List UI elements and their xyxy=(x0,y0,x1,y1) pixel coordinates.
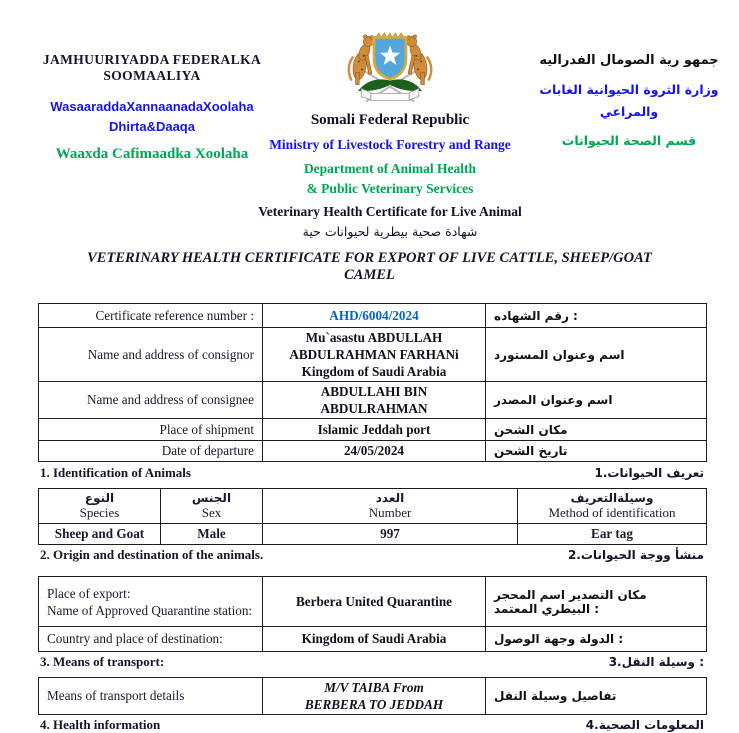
animals-header-row xyxy=(39,489,707,524)
republic-title: Somali Federal Republic xyxy=(310,112,470,128)
departure-label-ar: تاريخ الشحن xyxy=(486,441,707,462)
sex-value: Male xyxy=(161,524,263,545)
shipment-label-ar: مكان الشحن xyxy=(486,419,707,441)
document-title xyxy=(0,250,739,284)
destination-label: Country and place of destination: xyxy=(39,627,263,652)
shipment-label: Place of shipment xyxy=(39,419,263,441)
reference-label: Certificate reference number : xyxy=(39,304,263,328)
transport-value: M/V TAIBA From BERBERA TO JEDDAH xyxy=(263,678,486,715)
export-value: Berbera United Quarantine xyxy=(263,577,486,627)
consignee-label: Name and address of consignee xyxy=(39,382,263,419)
consignee-label-ar: اسم وعنوان المصدر xyxy=(486,382,707,419)
consignor-label-ar: اسم وعنوان المستورد xyxy=(486,328,707,382)
section-1-heading xyxy=(40,465,704,481)
reference-value: AHD/6004/2024 xyxy=(263,304,486,328)
origin-destination-table xyxy=(38,576,707,652)
shipment-value: Islamic Jeddah port xyxy=(263,419,486,441)
number-value: 997 xyxy=(263,524,518,545)
animals-data-row xyxy=(39,524,707,545)
somalia-coat-of-arms-icon xyxy=(342,30,438,108)
table-row-departure xyxy=(39,441,707,462)
species-header: النوع Species xyxy=(39,489,161,524)
country-name-line1: JAMHUURIYADDA FEDERALKA xyxy=(42,52,262,67)
header-center-block xyxy=(240,30,540,239)
method-value: Ear tag xyxy=(518,524,707,545)
departure-label: Date of departure xyxy=(39,441,263,462)
consignor-value: Mu`asastu ABDULLAH ABDULRAHMAN FARHANi Kingdom of Saudi Arabia xyxy=(263,328,486,382)
header-left-block xyxy=(30,52,274,163)
certificate-subtitle-ar: شهادة صحية بيطرية لحيوانات حية xyxy=(302,224,478,239)
section-1-title-en: 1. Identification of Animals xyxy=(40,465,191,480)
species-value: Sheep and Goat xyxy=(39,524,161,545)
document-title-line2: CAMEL xyxy=(344,267,395,283)
sex-header: الجنس Sex xyxy=(161,489,263,524)
certificate-subtitle-en: Veterinary Health Certificate for Live Animal xyxy=(258,204,522,219)
table-row-destination xyxy=(39,627,707,652)
ministry-somali-line1: WasaaraddaXannaanadaXoolaha xyxy=(50,99,254,114)
ministry-title-ar-line1: وزارة الثروة الحيوانية الغابات xyxy=(539,82,719,97)
section-2-title-en: 2. Origin and destination of the animals. xyxy=(40,547,264,562)
section-4-title-en: 4. Health information xyxy=(40,717,161,732)
animals-table xyxy=(38,488,707,545)
transport-label-ar: تفاصيل وسيلة النقل xyxy=(486,678,707,715)
table-row-transport xyxy=(39,678,707,715)
department-title-line2: & Public Veterinary Services xyxy=(306,181,474,196)
section-2-heading xyxy=(40,547,704,563)
consignor-label: Name and address of consignor xyxy=(39,328,263,382)
consignee-value: ABDULLAHI BIN ABDULRAHMAN xyxy=(263,382,486,419)
section-2-title-ar: 2.منشأ ووجة الحيوانات xyxy=(567,548,704,562)
destination-label-ar: الدولة وجهة الوصول : xyxy=(486,627,707,652)
departure-value: 24/05/2024 xyxy=(263,441,486,462)
table-row-reference xyxy=(39,304,707,328)
export-label: Place of export: Name of Approved Quarantine station: xyxy=(39,577,263,627)
section-3-title-ar: 3.وسيلة النقل : xyxy=(608,655,704,669)
ministry-somali-line2: Dhirta&Daaqa xyxy=(109,119,195,134)
section-3-heading xyxy=(40,654,704,670)
transport-label: Means of transport details xyxy=(39,678,263,715)
ministry-title-ar-line2: والمراعي xyxy=(599,104,659,119)
department-title-ar: قسم الصحة الحيوانات xyxy=(561,133,697,148)
certificate-table xyxy=(38,303,707,462)
method-header: وسيلةالتعريف Method of identification xyxy=(518,489,707,524)
number-header: العدد Number xyxy=(263,489,518,524)
table-row-export xyxy=(39,577,707,627)
export-label-ar: مكان التصدير اسم المحجر البيطري المعتمد : xyxy=(486,577,707,627)
document-title-line1: VETERINARY HEALTH CERTIFICATE FOR EXPORT OF LIVE CATTLE, SHEEP/GOAT xyxy=(87,250,652,266)
section-4-heading xyxy=(40,717,704,733)
country-name-line2: SOOMAALIYA xyxy=(103,68,201,83)
section-4-title-ar: 4.المعلومات الصحية xyxy=(585,718,704,732)
header-right-block xyxy=(524,53,734,148)
section-1-title-ar: 1.تعريف الحيوانات xyxy=(594,466,704,480)
table-row-consignee xyxy=(39,382,707,419)
ministry-title-en: Ministry of Livestock Forestry and Range xyxy=(269,137,511,152)
department-somali: Waaxda Cafimaadka Xoolaha xyxy=(55,146,249,162)
transport-table xyxy=(38,677,707,715)
section-3-title-en: 3. Means of transport: xyxy=(40,654,165,669)
table-row-shipment xyxy=(39,419,707,441)
reference-label-ar: رقم الشهاده : xyxy=(486,304,707,328)
certificate-body xyxy=(38,303,706,733)
destination-value: Kingdom of Saudi Arabia xyxy=(263,627,486,652)
department-title-line1: Department of Animal Health xyxy=(303,161,477,176)
country-name-ar: جمهو رية الصومال الفدراليه xyxy=(539,53,719,68)
table-row-consignor xyxy=(39,328,707,382)
